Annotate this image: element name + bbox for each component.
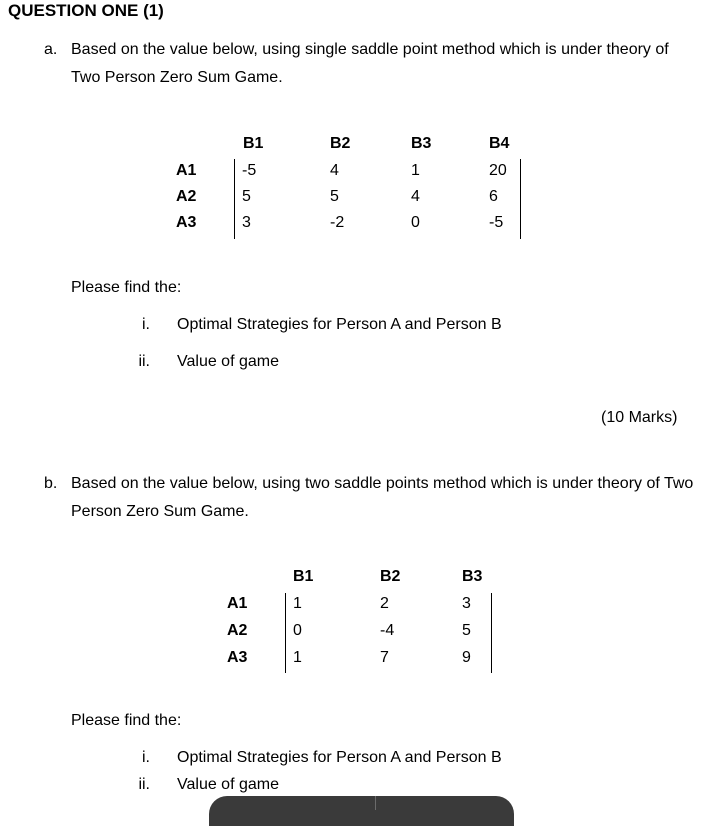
part-a-marks: (10 Marks) [601, 409, 678, 426]
matrix-cell: -5 [242, 162, 257, 179]
matrix-cell: 4 [330, 162, 339, 179]
matrix-row-label: A2 [227, 622, 248, 639]
matrix-cell: 1 [293, 649, 302, 666]
matrix-cell: 1 [293, 595, 302, 612]
part-b-marker: b. [44, 475, 58, 492]
matrix-cell: 6 [489, 188, 498, 205]
matrix-row-label: A1 [176, 162, 197, 179]
matrix-cell: 5 [242, 188, 251, 205]
matrix-row-label: A1 [227, 595, 248, 612]
matrix-cell: 0 [293, 622, 302, 639]
part-b-item-num: ii. [138, 776, 150, 793]
matrix-col-header: B1 [293, 568, 314, 585]
matrix-col-header: B2 [330, 135, 351, 152]
matrix-right-bar [520, 159, 521, 239]
matrix-row-label: A2 [176, 188, 197, 205]
toolbar-divider [375, 796, 376, 810]
matrix-row-label: A3 [176, 214, 197, 231]
matrix-col-header: B4 [489, 135, 510, 152]
matrix-cell: 9 [462, 649, 471, 666]
matrix-col-header: B1 [243, 135, 264, 152]
matrix-row-label: A3 [227, 649, 248, 666]
part-a-text-line2: Two Person Zero Sum Game. [71, 69, 283, 86]
matrix-cell: 0 [411, 214, 420, 231]
part-a-find-label: Please find the: [71, 279, 182, 296]
question-heading: QUESTION ONE (1) [8, 1, 164, 20]
matrix-cell: -4 [380, 622, 395, 639]
matrix-cell: -5 [489, 214, 504, 231]
part-b-item-text: Value of game [177, 776, 279, 793]
matrix-cell: 5 [462, 622, 471, 639]
matrix-cell: 4 [411, 188, 420, 205]
matrix-cell: 2 [380, 595, 389, 612]
matrix-col-header: B3 [462, 568, 483, 585]
part-b-text-line2: Person Zero Sum Game. [71, 503, 249, 520]
part-a-item-num: ii. [138, 353, 150, 370]
part-b-item-text: Optimal Strategies for Person A and Person B [177, 749, 502, 766]
matrix-cell: -2 [330, 214, 345, 231]
matrix-cell: 20 [489, 162, 507, 179]
matrix-cell: 5 [330, 188, 339, 205]
matrix-cell: 7 [380, 649, 389, 666]
matrix-left-bar [285, 593, 286, 673]
matrix-left-bar [234, 159, 235, 239]
part-b-item-num: i. [142, 749, 150, 766]
part-a-item-text: Optimal Strategies for Person A and Person B [177, 316, 502, 333]
overlay-toolbar[interactable] [209, 796, 514, 826]
part-a-text-line1: Based on the value below, using single saddle point method which is under theory of [71, 41, 669, 58]
matrix-col-header: B2 [380, 568, 401, 585]
matrix-cell: 1 [411, 162, 420, 179]
matrix-cell: 3 [242, 214, 251, 231]
part-a-item-num: i. [142, 316, 150, 333]
part-b-text-line1: Based on the value below, using two saddle points method which is under theory of Two [71, 475, 694, 492]
part-b-find-label: Please find the: [71, 712, 182, 729]
part-a-marker: a. [44, 41, 58, 58]
matrix-col-header: B3 [411, 135, 432, 152]
matrix-right-bar [491, 593, 492, 673]
part-a-item-text: Value of game [177, 353, 279, 370]
matrix-cell: 3 [462, 595, 471, 612]
